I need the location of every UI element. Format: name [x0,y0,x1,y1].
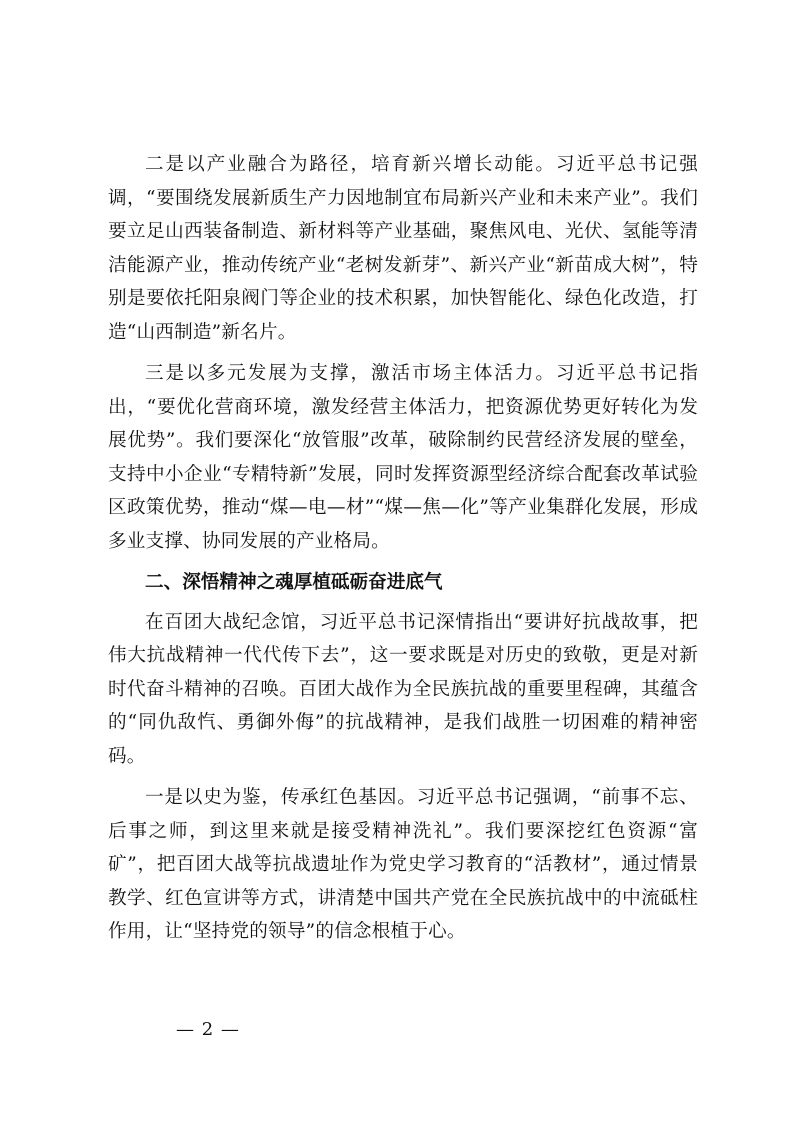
paragraph-industry-integration: 二是以产业融合为路径，培育新兴增长动能。习近平总书记强调，“要围绕发展新质生产力因地制宜布局新兴产业和未来产业”。我们要立足山西装备制造、新材料等产业基础，聚焦风电、光伏、氢能等清洁能源产业，推动传统产业“老树发新芽”、新兴产业“新苗成大树”，特别是要依托阳泉阀门等企业的技术积累，加快智能化、绿色化改造，打造“山西制造”新名片。 [108,154,698,343]
paragraph-red-gene-inheritance: 一是以史为鉴，传承红色基因。习近平总书记强调，“前事不忘、后事之师，到这里来就是接受精神洗礼”。我们要深挖红色资源“富矿”，把百团大战等抗战遗址作为党史学习教育的“活教材”，通过情景教学、红色宣讲等方式，讲清楚中国共产党在全民族抗战中的中流砥柱作用，让“坚持党的领导”的信念根植于心。 [108,787,698,942]
page-number: — 2 — [176,1019,240,1040]
paragraph-diversified-development: 三是以多元发展为支撑，激活市场主体活力。习近平总书记指出，“要优化营商环境，激发经营主体活力，把资源优势更好转化为发展优势”。我们要深化“放管服”改革，破除制约民营经济发展的壁垒，支持中小企业“专精特新”发展，同时发挥资源型经济综合配套改革试验区政策优势，推动“煤—电—材”“煤—焦—化”等产业集群化发展，形成多业支撑、协同发展的产业格局。 [108,363,698,552]
section-heading: 二、深悟精神之魂厚植砥砺奋进底气 [145,572,443,593]
paragraph-hundred-regiments-memorial: 在百团大战纪念馆，习近平总书记深情指出“要讲好抗战故事，把伟大抗战精神一代代传下去”，这一要求既是对历史的致敬，更是对新时代奋斗精神的召唤。百团大战作为全民族抗战的重要里程碑，其蕴含的“同仇敌忾、勇御外侮”的抗战精神，是我们战胜一切困难的精神密码。 [108,611,698,767]
document-body [108,148,698,957]
